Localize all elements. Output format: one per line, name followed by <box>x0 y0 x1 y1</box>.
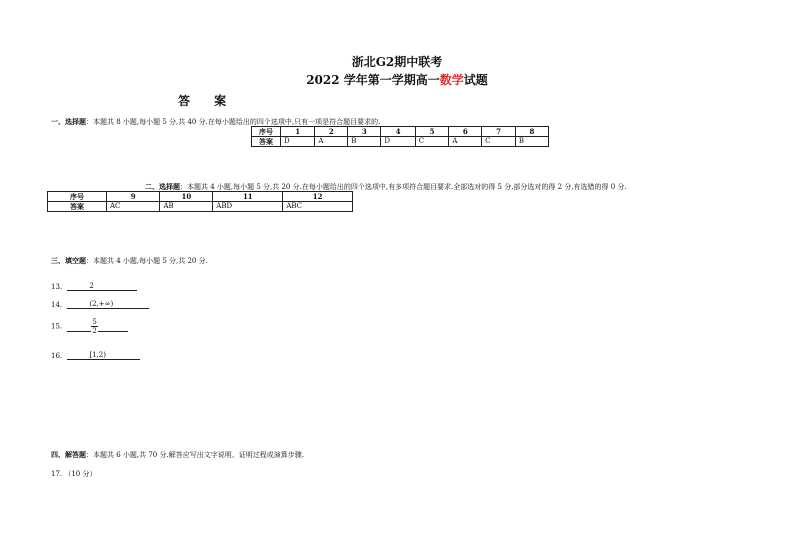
section2-num-11: 11 <box>213 192 283 202</box>
section2-label: 二、选择题 <box>145 182 180 191</box>
subtitle-prefix: 2022 学年第一学期高一 <box>306 73 440 87</box>
section4-heading <box>51 450 304 460</box>
section1-ans-8: B <box>515 137 548 147</box>
section3-label: 三、填空题 <box>51 256 86 265</box>
section1-row-answer: 答案 <box>252 137 281 147</box>
section2-ans-9: AC <box>107 202 160 212</box>
section1-num-6: 6 <box>449 127 482 137</box>
section2-row-answer: 答案 <box>48 202 107 212</box>
section2-ans-10: AB <box>160 202 213 212</box>
section2-number-row <box>48 192 353 202</box>
question-15 <box>51 318 128 335</box>
section1-number-row <box>252 127 549 137</box>
section3-desc: ：本题共 4 小题,每小题 5 分,共 20 分. <box>86 257 208 265</box>
q16-blank <box>67 350 140 360</box>
section2-desc: ：本题共 4 小题,每小题 5 分,共 20 分.在每小题给出的四个选项中,有多项符合题目要求.全部选对的得 5 分,部分选对的得 2 分,有选错的得 0 分. <box>180 183 627 191</box>
section2-num-9: 9 <box>107 192 160 202</box>
q15-blank-left <box>67 322 91 332</box>
section2-table <box>47 191 353 212</box>
exam-subtitle <box>0 71 794 88</box>
question-16 <box>51 350 140 360</box>
section1-ans-5: C <box>415 137 449 147</box>
q15-denominator: 2 <box>92 327 97 335</box>
q16-answer: [1,2) <box>89 351 106 359</box>
subtitle-subject: 数学 <box>439 73 464 87</box>
section3-heading <box>51 256 208 266</box>
section1-num-8: 8 <box>515 127 548 137</box>
section1-row-header: 序号 <box>252 127 281 137</box>
question-13 <box>51 281 137 291</box>
section2-num-10: 10 <box>160 192 213 202</box>
section1-ans-6: A <box>449 137 482 147</box>
q16-number: 16. <box>51 352 63 360</box>
q13-answer: 2 <box>89 282 94 290</box>
q15-blank-right <box>98 322 128 332</box>
section1-num-1: 1 <box>281 127 315 137</box>
section1-table <box>251 126 549 147</box>
q14-blank <box>67 299 149 309</box>
section2-answer-row <box>48 202 353 212</box>
q15-number: 15. <box>51 322 63 331</box>
question-17: 17. （10 分） <box>51 470 97 478</box>
q14-answer: (2,+∞) <box>89 300 114 308</box>
q13-blank <box>67 281 137 291</box>
section1-num-5: 5 <box>415 127 449 137</box>
section2-ans-12: ABC <box>283 202 353 212</box>
section1-answer-row <box>252 137 549 147</box>
section2-num-12: 12 <box>283 192 353 202</box>
section1-ans-7: C <box>482 137 516 147</box>
section2-row-header: 序号 <box>48 192 107 202</box>
q14-number: 14. <box>51 301 63 309</box>
section1-num-7: 7 <box>482 127 516 137</box>
section1-ans-3: B <box>348 137 381 147</box>
section1-label: 一、选择题 <box>51 117 86 126</box>
section1-ans-4: D <box>381 137 415 147</box>
q15-numerator: 5 <box>92 318 97 326</box>
section1-num-4: 4 <box>381 127 415 137</box>
section1-num-2: 2 <box>315 127 348 137</box>
subtitle-suffix: 试题 <box>463 73 488 87</box>
section2-ans-11: ABD <box>213 202 283 212</box>
section1-num-3: 3 <box>348 127 381 137</box>
section1-desc: ：本题共 8 小题,每小题 5 分,共 40 分.在每小题给出的四个选项中,只有一项是符合题目要求的. <box>86 118 381 126</box>
question-14 <box>51 299 149 309</box>
section1-ans-2: A <box>315 137 348 147</box>
section4-label: 四、解答题 <box>51 450 86 459</box>
q13-number: 13. <box>51 283 63 291</box>
exam-title: 浙北G2期中联考 <box>351 55 443 69</box>
section4-desc: ：本题共 6 小题,共 70 分.解答应写出文字说明、证明过程或演算步骤. <box>86 451 304 459</box>
answer-heading: 答 案 <box>178 94 237 108</box>
section1-ans-1: D <box>281 137 315 147</box>
